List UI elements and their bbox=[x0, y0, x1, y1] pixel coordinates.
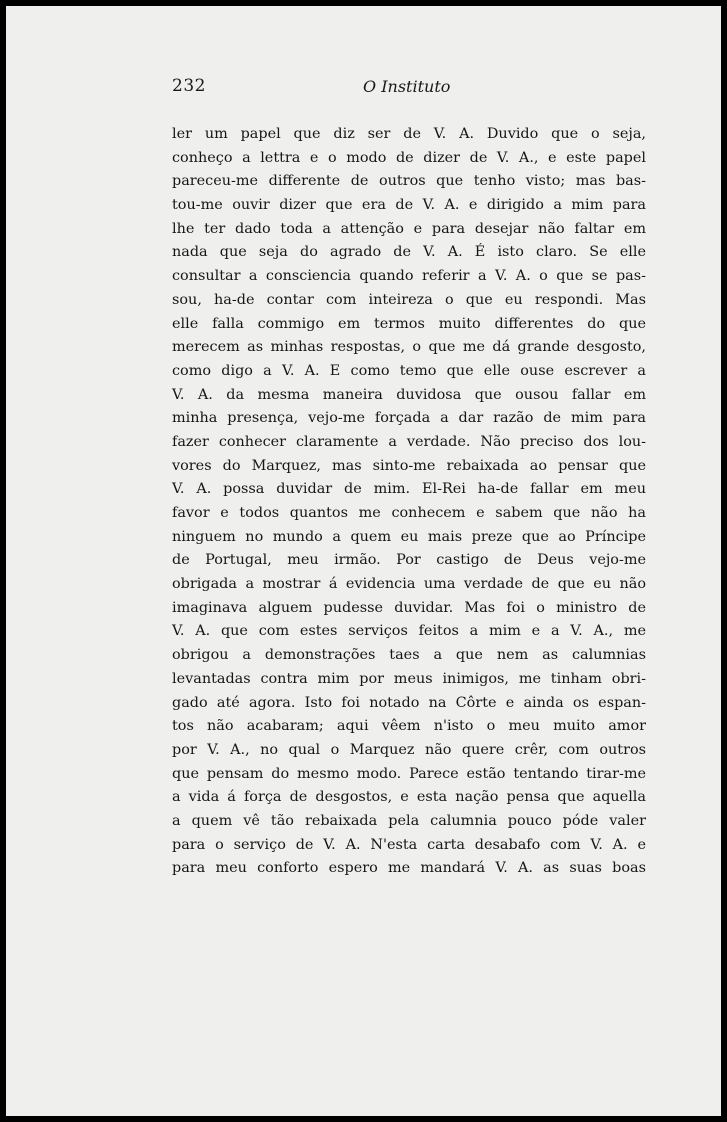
text-line: lhe ter dado toda a attenção e para desejar não faltar em bbox=[172, 220, 646, 237]
text-line: gado até agora. Isto foi notado na Côrte e ainda os espan- bbox=[172, 694, 646, 711]
text-line: fazer conhecer claramente a verdade. Não preciso dos lou- bbox=[172, 433, 646, 450]
text-line: ninguem no mundo a quem eu mais preze que ao Príncipe bbox=[172, 528, 646, 545]
text-line: nada que seja do agrado de V. A. É isto claro. Se elle bbox=[172, 244, 646, 261]
text-line: sou, ha-de contar com inteireza o que eu respondi. Mas bbox=[172, 291, 646, 308]
text-line: imaginava alguem pudesse duvidar. Mas foi o ministro de bbox=[172, 599, 646, 616]
text-line: ler um papel que diz ser de V. A. Duvido que o seja, bbox=[172, 126, 646, 142]
text-line: elle falla commigo em termos muito differentes do que bbox=[172, 315, 646, 332]
text-line: que pensam do mesmo modo. Parece estão tentando tirar-me bbox=[172, 765, 646, 782]
text-line: tou-me ouvir dizer que era de V. A. e dirigido a mim para bbox=[172, 197, 646, 214]
body-text bbox=[172, 123, 646, 881]
text-line: como digo a V. A. E como temo que elle ouse escrever a bbox=[172, 362, 646, 379]
text-line: favor e todos quantos me conhecem e sabem que não ha bbox=[172, 505, 646, 521]
text-line: a quem vê tão rebaixada pela calumnia pouco póde valer bbox=[172, 812, 646, 829]
text-line: vores do Marquez, mas sinto-me rebaixada ao pensar que bbox=[172, 457, 646, 474]
text-line: consultar a consciencia quando referir a V. A. o que se pas- bbox=[172, 268, 646, 285]
text-line: de Portugal, meu irmão. Por castigo de Deus vejo-me bbox=[172, 552, 646, 569]
text-line: a vida á força de desgostos, e esta nação pensa que aquella bbox=[172, 789, 646, 806]
text-line: minha presença, vejo-me forçada a dar razão de mim para bbox=[172, 410, 646, 427]
text-line: para o serviço de V. A. N'esta carta desabafo com V. A. e bbox=[172, 836, 646, 853]
text-line: V. A. possa duvidar de mim. El-Rei ha-de fallar em meu bbox=[172, 481, 646, 498]
text-line: para meu conforto espero me mandará V. A. as suas boas bbox=[172, 860, 646, 877]
text-line: levantadas contra mim por meus inimigos, me tinham obri- bbox=[172, 670, 646, 687]
text-line: merecem as minhas respostas, o que me dá grande desgosto, bbox=[172, 339, 646, 356]
running-title: O Instituto bbox=[363, 77, 451, 96]
text-line: pareceu-me differente de outros que tenho visto; mas bas- bbox=[172, 173, 646, 190]
text-line: tos não acabaram; aqui vêem n'isto o meu muito amor bbox=[172, 718, 646, 735]
text-line: V. A. da mesma maneira duvidosa que ousou fallar em bbox=[172, 386, 646, 403]
book-page bbox=[6, 6, 721, 1116]
text-line: conheço a lettra e o modo de dizer de V. A., e este papel bbox=[172, 149, 646, 166]
text-line: por V. A., no qual o Marquez não quere crêr, com outros bbox=[172, 741, 646, 758]
page-header bbox=[6, 76, 721, 106]
text-line: obrigou a demonstrações taes a que nem as calumnias bbox=[172, 647, 646, 664]
text-line: obrigada a mostrar á evidencia uma verdade de que eu não bbox=[172, 576, 646, 593]
page-number: 232 bbox=[172, 76, 206, 96]
text-line: V. A. que com estes serviços feitos a mim e a V. A., me bbox=[172, 623, 646, 640]
